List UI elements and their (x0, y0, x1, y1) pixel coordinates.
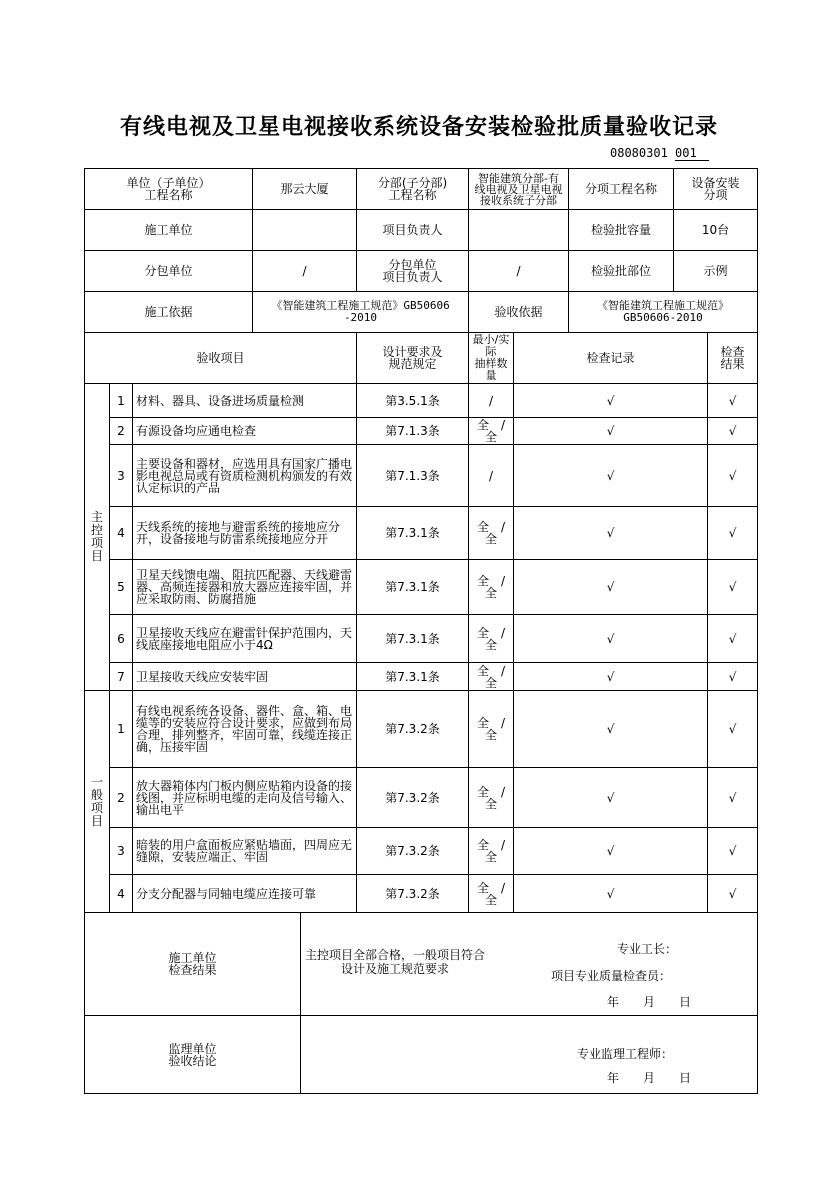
supervision-date: 年 月 日 (607, 1071, 692, 1085)
inspector-label: 项目专业质量检查员： (551, 969, 672, 983)
item-number: 5 (110, 560, 133, 615)
item-sample[interactable]: 全 / 全 (469, 768, 514, 828)
item-sample[interactable]: 全 / 全 (469, 418, 514, 445)
item-description: 天线系统的接地与避雷系统的接地应分开，设备接地与防雷系统接地应分开 (133, 507, 357, 560)
item-record[interactable]: √ (514, 768, 708, 828)
item-number: 2 (110, 418, 133, 445)
item-record[interactable]: √ (514, 691, 708, 768)
item-spec: 第7.3.2条 (357, 691, 469, 768)
acceptance-basis-value[interactable]: 《智能建筑工程施工规范》 GB50606-2010 (569, 292, 758, 333)
item-record[interactable]: √ (514, 615, 708, 663)
supervision-check-area[interactable] (301, 1016, 758, 1094)
supervision-check-label: 监理单位 验收结论 (85, 1016, 301, 1094)
item-record[interactable]: √ (514, 560, 708, 615)
item-spec: 第7.3.1条 (357, 663, 469, 691)
item-description: 卫星天线馈电端、阻抗匹配器、天线避雷器、高频连接器和放大器应连接牢固，并应采取防雨、防腐措施 (133, 560, 357, 615)
item-number: 6 (110, 615, 133, 663)
batch-part-label: 检验批部位 (569, 251, 674, 292)
item-sample[interactable]: / (469, 384, 514, 418)
item-sample[interactable]: 全 / 全 (469, 615, 514, 663)
item-record[interactable]: √ (514, 828, 708, 875)
item-spec: 第7.3.2条 (357, 828, 469, 875)
constructor-label: 施工单位 (85, 210, 253, 251)
table-row (85, 445, 758, 507)
subcontractor-label: 分包单位 (85, 251, 253, 292)
item-description: 有源设备均应通电检查 (133, 418, 357, 445)
pm-label: 项目负责人 (357, 210, 469, 251)
header-row-subcontractor (85, 251, 758, 292)
unit-label: 单位（子单位） 工程名称 (85, 169, 253, 210)
item-result[interactable]: √ (708, 663, 758, 691)
item-spec: 第7.3.1条 (357, 560, 469, 615)
item-description: 放大器箱体内门板内侧应贴箱内设备的接线图，并应标明电缆的走向及信号输入、输出电平 (133, 768, 357, 828)
item-sample[interactable]: 全 / 全 (469, 691, 514, 768)
group-label: 主控项目 (85, 384, 110, 691)
header-row-unit (85, 169, 758, 210)
table-row (85, 828, 758, 875)
item-number: 1 (110, 691, 133, 768)
acceptance-basis-label: 验收依据 (469, 292, 569, 333)
construction-conclusion: 主控项目全部合格，一般项目符合 设计及施工规范要求 (305, 948, 486, 976)
item-spec: 第7.1.3条 (357, 445, 469, 507)
supervision-check-row (85, 1016, 758, 1094)
item-result[interactable]: √ (708, 828, 758, 875)
batch-capacity-label: 检验批容量 (569, 210, 674, 251)
unit-value[interactable]: 那云大厦 (253, 169, 357, 210)
item-sample[interactable]: 全 / 全 (469, 828, 514, 875)
item-spec: 第3.5.1条 (357, 384, 469, 418)
item-record[interactable]: √ (514, 507, 708, 560)
item-number: 7 (110, 663, 133, 691)
item-spec: 第7.3.2条 (357, 768, 469, 828)
item-spec: 第7.3.1条 (357, 615, 469, 663)
division-label: 分部(子分部) 工程名称 (357, 169, 469, 210)
item-sample[interactable]: 全 / 全 (469, 507, 514, 560)
item-number: 4 (110, 507, 133, 560)
item-record[interactable]: √ (514, 663, 708, 691)
general-items (85, 691, 758, 913)
table-row (85, 507, 758, 560)
item-result[interactable]: √ (708, 615, 758, 663)
item-result[interactable]: √ (708, 560, 758, 615)
item-spec: 第7.3.2条 (357, 875, 469, 913)
item-number: 3 (110, 445, 133, 507)
item-result[interactable]: √ (708, 691, 758, 768)
item-record[interactable]: √ (514, 384, 708, 418)
pm-value[interactable] (469, 210, 569, 251)
table-row (85, 615, 758, 663)
group-label: 一般项目 (85, 691, 110, 913)
constructor-value[interactable] (253, 210, 357, 251)
basis-label: 施工依据 (85, 292, 253, 333)
item-result[interactable]: √ (708, 507, 758, 560)
item-description: 材料、器具、设备进场质量检测 (133, 384, 357, 418)
basis-value[interactable]: 《智能建筑工程施工规范》GB50606 -2010 (253, 292, 469, 333)
item-description: 卫星接收天线应在避雷针保护范围内，天线底座接地电阻应小于4Ω (133, 615, 357, 663)
col-result-header: 检查 结果 (708, 333, 758, 384)
item-description: 卫星接收天线应安装牢固 (133, 663, 357, 691)
item-result[interactable]: √ (708, 445, 758, 507)
item-record[interactable]: √ (514, 418, 708, 445)
col-item-header: 验收项目 (85, 333, 357, 384)
subcontractor-value[interactable]: / (253, 251, 357, 292)
item-number: 2 (110, 768, 133, 828)
batch-part-value[interactable]: 示例 (674, 251, 758, 292)
sub-pm-value[interactable]: / (469, 251, 569, 292)
document-number-suffix[interactable]: 001 (675, 146, 709, 161)
item-sample[interactable]: 全 / 全 (469, 875, 514, 913)
item-number: 1 (110, 384, 133, 418)
acceptance-table (84, 168, 758, 1094)
item-record[interactable]: √ (514, 445, 708, 507)
document-title: 有线电视及卫星电视接收系统设备安装检验批质量验收记录 (119, 114, 718, 140)
item-number: 4 (110, 875, 133, 913)
item-record[interactable]: √ (514, 875, 708, 913)
supervisor-label: 专业监理工程师： (577, 1047, 674, 1061)
item-number: 3 (110, 828, 133, 875)
construction-check-label: 施工单位 检查结果 (85, 913, 301, 1016)
subitem-label: 分项工程名称 (569, 169, 674, 210)
item-spec: 第7.1.3条 (357, 418, 469, 445)
table-row (85, 418, 758, 445)
construction-date: 年 月 日 (607, 995, 692, 1009)
item-description: 有线电视系统各设备、器件、盒、箱、电缆等的安装应符合设计要求，应做到布局合理，排列整齐，牢固可靠，线缆连接正确，压接牢固 (133, 691, 357, 768)
table-row (85, 691, 758, 768)
foreman-label: 专业工长： (617, 942, 678, 956)
construction-check-area[interactable] (301, 913, 758, 1016)
item-description: 分支分配器与同轴电缆应连接可靠 (133, 875, 357, 913)
table-row (85, 663, 758, 691)
col-record-header: 检查记录 (514, 333, 708, 384)
item-sample[interactable]: 全 / 全 (469, 560, 514, 615)
document-number-prefix: 08080301 (610, 146, 668, 160)
item-sample[interactable]: 全 / 全 (469, 663, 514, 691)
table-row (85, 560, 758, 615)
col-spec-header: 设计要求及 规范规定 (357, 333, 469, 384)
table-row (85, 768, 758, 828)
item-description: 暗装的用户盒面板应紧贴墙面，四周应无缝隙，安装应端正、牢固 (133, 828, 357, 875)
col-sample-header: 最小/实际 抽样数量 (469, 333, 514, 384)
document-number (610, 146, 709, 161)
item-result[interactable]: √ (708, 384, 758, 418)
sub-pm-label: 分包单位 项目负责人 (357, 251, 469, 292)
item-sample[interactable]: / (469, 445, 514, 507)
item-result[interactable]: √ (708, 418, 758, 445)
division-value[interactable]: 智能建筑分部-有 线电视及卫星电视 接收系统子分部 (469, 169, 569, 210)
header-row-basis (85, 292, 758, 333)
header-row-constructor (85, 210, 758, 251)
item-result[interactable]: √ (708, 875, 758, 913)
table-row (85, 875, 758, 913)
item-spec: 第7.3.1条 (357, 507, 469, 560)
construction-check-row (85, 913, 758, 1016)
subitem-value[interactable]: 设备安装 分项 (674, 169, 758, 210)
item-result[interactable]: √ (708, 768, 758, 828)
table-row (85, 384, 758, 418)
batch-capacity-value[interactable]: 10台 (674, 210, 758, 251)
column-header-row (85, 333, 758, 384)
item-description: 主要设备和器材，应选用具有国家广播电影电视总局或有资质检测机构颁发的有效认定标识的产品 (133, 445, 357, 507)
main-control-items (85, 384, 758, 691)
